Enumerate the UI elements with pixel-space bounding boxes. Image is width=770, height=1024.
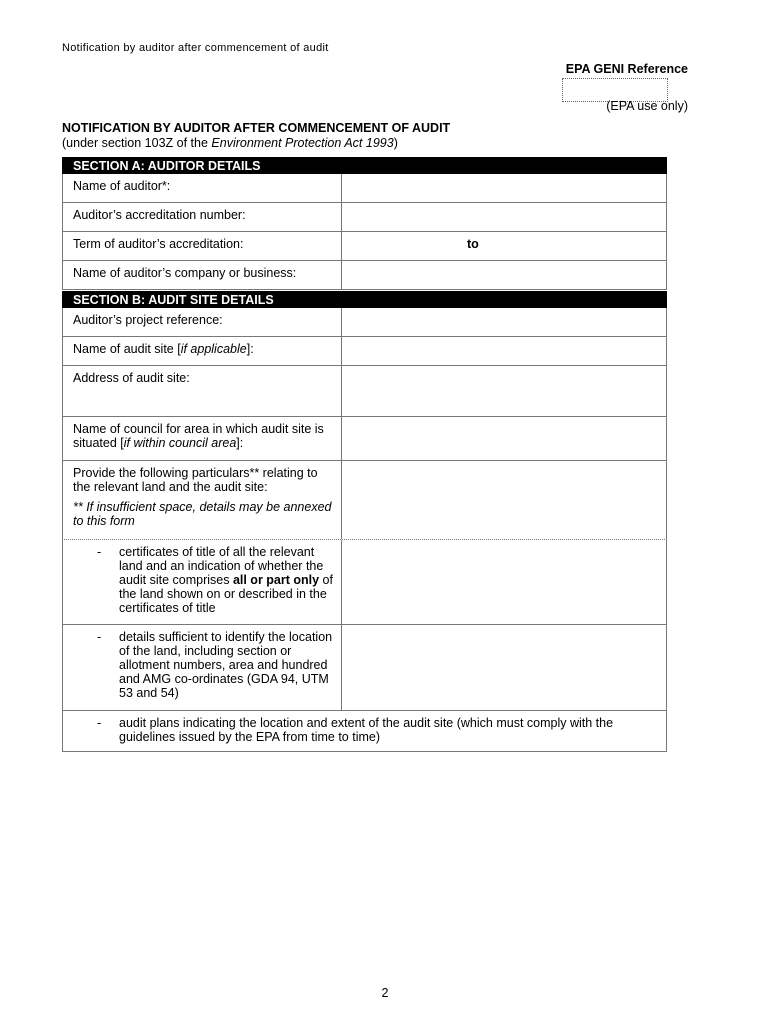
epa-use-only-note: (EPA use only)	[606, 99, 688, 113]
audit-plans-label-cell	[63, 711, 666, 751]
label-italic: if applicable	[180, 342, 247, 356]
label-text: certificates of title of all the relevant land and an indication of whether the audit site comprises	[119, 545, 324, 587]
label-bold: all or part only	[232, 573, 320, 587]
field-label: Auditor’s accreditation number:	[63, 203, 342, 231]
bullet: -	[97, 545, 102, 559]
label-text: of the land shown on or described in the certificates of title	[119, 573, 333, 615]
audit-plans-row	[62, 711, 667, 752]
section-b-heading: SECTION B: AUDIT SITE DETAILS	[62, 291, 667, 308]
field-label	[63, 337, 342, 365]
geni-label: EPA GENI Reference	[565, 62, 688, 76]
field-label: Name of auditor’s company or business:	[63, 261, 342, 289]
site-name-field[interactable]	[342, 337, 666, 365]
land-details-field[interactable]	[342, 625, 666, 710]
site-name-row	[62, 337, 667, 366]
field-label: Address of audit site:	[63, 366, 342, 416]
label-text: Name of council for area in which audit site is situated [	[73, 422, 324, 450]
certificates-field[interactable]	[342, 540, 666, 624]
certificates-row	[62, 540, 667, 625]
form-subtitle	[62, 136, 398, 150]
particulars-field[interactable]	[342, 461, 666, 539]
term-from-field[interactable]	[342, 237, 467, 260]
running-header: Notification by auditor after commencement of audit	[62, 42, 329, 54]
project-reference-field[interactable]	[342, 308, 666, 336]
field-label: Auditor’s project reference:	[63, 308, 342, 336]
council-row	[62, 417, 667, 461]
label-text: ]:	[236, 436, 244, 450]
accreditation-number-row	[62, 203, 667, 232]
site-address-field[interactable]	[342, 366, 666, 416]
field-label: audit plans indicating the location and extent of the audit site (which must comply with the guidelines issued by the EPA from time to time)	[119, 716, 614, 744]
annex-note: ** If insufficient space, details may be annexed to this form	[73, 500, 332, 528]
land-details-row	[62, 625, 667, 711]
land-details-label-cell	[63, 625, 342, 710]
auditor-name-field[interactable]	[342, 174, 666, 202]
field-label: Provide the following particulars** relating to the relevant land and the audit site:	[73, 466, 318, 494]
page-number: 2	[381, 986, 389, 1000]
field-label: Name of auditor*:	[63, 174, 342, 202]
bullet: -	[97, 716, 102, 730]
section-a-heading: SECTION A: AUDITOR DETAILS	[62, 157, 667, 174]
bullet: -	[97, 630, 102, 644]
field-label	[63, 417, 342, 460]
company-row	[62, 261, 667, 290]
subtitle-text: (under section 103Z of the	[62, 136, 212, 150]
council-field[interactable]	[342, 417, 666, 460]
label-text: ]:	[246, 342, 254, 356]
label-text: Name of audit site [	[73, 342, 181, 356]
term-to-field[interactable]	[497, 237, 666, 260]
project-reference-row	[62, 308, 667, 337]
accreditation-term-row	[62, 232, 667, 261]
subtitle-text: )	[393, 136, 398, 150]
field-label	[119, 545, 335, 624]
to-label: to	[467, 237, 479, 251]
field-label: details sufficient to identify the location of the land, including section or allotment numbers, area and hundred and AMG co-ordinates (GDA 94, UTM 53 and 54)	[119, 630, 333, 700]
field-label: Term of auditor’s accreditation:	[63, 232, 342, 260]
certificates-label-cell	[63, 540, 342, 624]
act-name: Environment Protection Act 1993	[211, 136, 394, 150]
particulars-row	[62, 461, 667, 540]
form-title: NOTIFICATION BY AUDITOR AFTER COMMENCEMENT OF AUDIT	[62, 121, 451, 135]
accreditation-number-field[interactable]	[342, 203, 666, 231]
company-field[interactable]	[342, 261, 666, 289]
label-italic: if within council area	[123, 436, 237, 450]
auditor-name-row	[62, 174, 667, 203]
site-address-row	[62, 366, 667, 417]
particulars-label-cell	[63, 461, 342, 539]
